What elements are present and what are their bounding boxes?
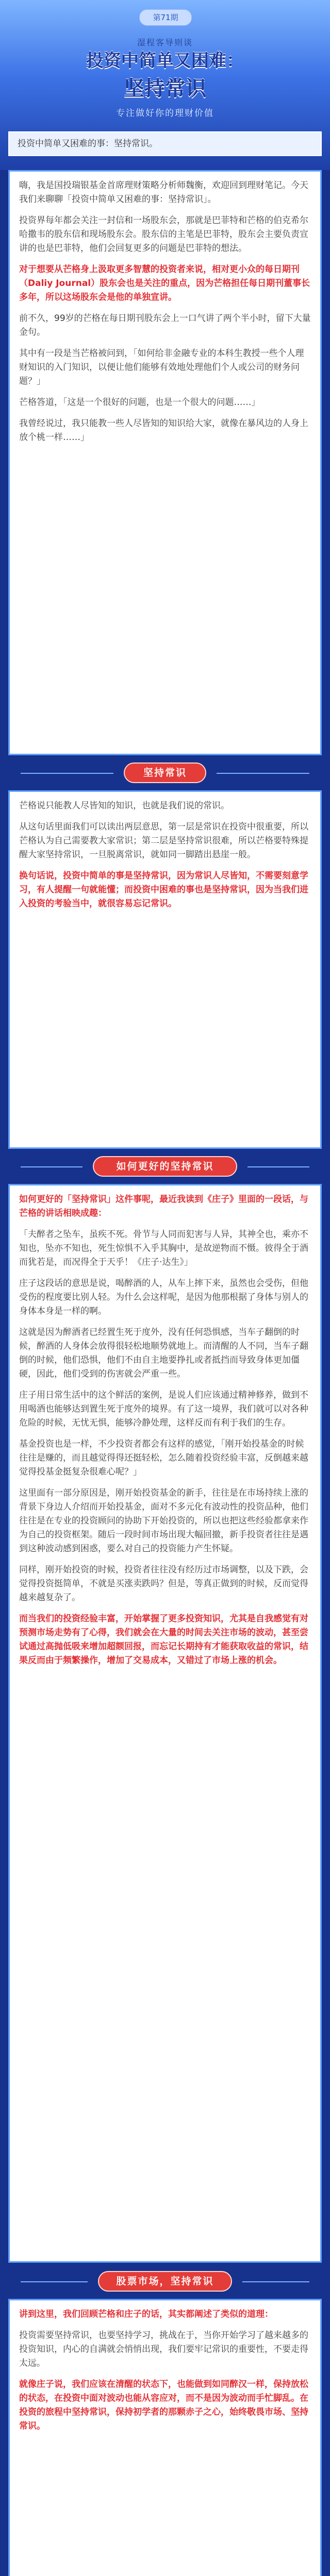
section3-highlight-paragraph: 就像庄子说，我们应该在清醒的状态下，也能做到如同醉汉一样，保持放松的状态，在投资中面对波动也能从容应对，而不是因为波动而手忙脚乱。在投资的旅程中坚持常识，保持初学者的那颗赤子之心，始终敬畏市场、坚持常识。: [19, 2379, 308, 2431]
intro-paragraph: 芒格答道，「这是一个很好的问题，也是一个很大的问题……」: [19, 397, 260, 408]
slogan: 专注做好你的理财价值: [116, 108, 214, 118]
section3-paragraph: 投资需要坚持常识，也要坚持学习，挑战在于，当你开始学习了越来越多的投资知识，内心的自满就会悄悄出现，我们要牢记常识的重要性，不要走得太远。: [19, 2330, 308, 2368]
intro-paragraph: 嗨，我是国投瑞银基金首席理财策略分析师魏衡，欢迎回到理财笔记。今天我们来聊聊「投资中简单又困难的事：坚持常识」。: [19, 180, 308, 205]
section2-paragraph: 这里面有一部分原因是，刚开始投资基金的新手，往往是在市场持续上涨的背景下身边人介绍而开始投基金，面对不多元化有波动性的投资品种，他们往往是在专业的投资顾问的协助下开始投资的，所以也把这些经验都拿来作为自己的投资框架。随后一段时间市场出现大幅回撤，新手投资者往往是遇到这种波动感到困惑，要么对自己的投资能力产生怀疑。: [19, 1488, 308, 1554]
section1-card: [8, 790, 322, 1149]
section1-paragraph: 芒格说只能教人尽皆知的知识，也就是我们说的常识。: [19, 801, 229, 811]
divider-line: [21, 773, 113, 774]
page-title-line1: 投资中简单又困难：: [86, 50, 244, 71]
intro-paragraph: 投资界每年都会关注一封信和一场股东会，那就是巴菲特和芒格的伯克希尔哈撒韦的股东信和现场股东会。股东信的主笔是巴菲特，股东会主要负责宣讲的也是巴菲特，他们会回复更多的问题是巴菲特的想法。: [19, 215, 308, 253]
section2-highlight-paragraph: 如何更好的「坚持常识」这件事呢，最近我读到《庄子》里面的一段话，与芒格的讲话相映成趣：: [19, 1194, 308, 1218]
section2-paragraph: 庄子这段话的意思是说，喝醉酒的人，从车上摔下来，虽然也会受伤，但他受伤的程度要比别人轻。为什么会这样呢，是因为他那根据了身体与别人的身体本身是一样的啊。: [19, 1278, 308, 1316]
intro-paragraph: 其中有一段是当芒格被问到，「如何给非金融专业的本科生教授一些个人理财知识的入门知识，以便让他们能够有效地处理他们个人或公司的财务问题？」: [19, 348, 304, 386]
section-label-common-sense: 坚持常识: [124, 762, 206, 783]
intro-card: [8, 170, 322, 755]
divider-line: [21, 1166, 82, 1167]
intro-paragraph: 我曾经说过，我只能教一些人尽皆知的知识给大家，就像在暴风边的人身上放个桃一样……」: [19, 418, 308, 443]
quote-paragraph: 「夫醉者之坠车，虽疾不死。骨节与人同而犯害与人异，其神全也，乘亦不知也，坠亦不知也，死生惊惧不入乎其胸中，是故逆物而不慑。彼得全于酒而犹若是，而况得全于天乎！《庄子·达生》」: [19, 1229, 308, 1267]
section1-paragraph: 从这句话里面我们可以读出两层意思，第一层是常识在投资中很重要，所以芒格认为自己需要教大家常识；第二层是坚持常识很难，所以芒格要特殊提醒大家坚持常识，一旦脱离常识，就如同一脚踏出悬崖一般。: [19, 822, 308, 860]
section-label-stock-market: 股票市场，坚持常识: [98, 2271, 232, 2292]
section3-card: [8, 2299, 322, 2576]
divider-line: [248, 1166, 309, 1167]
issue-badge: 第71期: [139, 9, 192, 26]
section2-paragraph: 基金投资也是一样，不少投资者都会有这样的感觉，「刚开始投基金的时候往往是赚的，而且越觉得得还挺轻松，怎么随着投资经验丰富，反倒越来越觉得投基金挺复杂很难心呢？」: [19, 1439, 308, 1477]
summary-box: 投资中简单又困难的事：坚持常识。: [8, 131, 322, 156]
section2-paragraph: 这就是因为醉酒者已经置生死于度外，没有任何恐惧感，当车子翻倒的时候，醉酒的人身体会放得很轻松地顺势就地上。而清醒的人不同，当车子翻倒的时候，他们恐惧，他们不由自主地要挣扎或者抵挡而导致身体更加僵硬，因此，他们受到的伤害就会严重一些。: [19, 1327, 308, 1379]
section3-highlight-paragraph: 讲到这里，我们回顾芒格和庄子的话，其实都阐述了类似的道理：: [19, 2309, 273, 2319]
divider-line: [217, 773, 309, 774]
section2-highlight-paragraph: 而当我们的投资经验丰富，开始掌握了更多投资知识，尤其是自我感觉有对预测市场走势有了心得，我们就会在大量的时间去关注市场的波动，甚至尝试通过高抛低吸来增加超额回报，而忘记长期持有才能获取收益的常识，结果反而由于频繁操作，增加了交易成本，又错过了市场上涨的机会。: [19, 1614, 308, 1666]
divider-line: [242, 2281, 309, 2282]
header-banner: [0, 0, 330, 170]
section2-paragraph: 庄子用日常生活中的这个鲜活的案例，是说人们应该通过精神修养，做到不用喝酒也能够达到置生死于度外的境界。有了这一境界，我们就可以对各种危险的时候，无忧无惧，能够冷静处理，这样反而有利于我们的生存。: [19, 1390, 308, 1428]
intro-highlight-paragraph: 对于想要从芒格身上汲取更多智慧的投资者来说，相对更小众的每日期刊（Daliy Journal）股东会也是关注的重点，因为芒格担任每日期刊董事长多年，所以这场股东会是他的单独宣讲。: [19, 264, 310, 302]
page-title-line2: 坚持常识: [124, 77, 206, 100]
section-label-how-to-persist: 如何更好的坚持常识: [93, 1156, 237, 1177]
divider-line: [21, 2281, 88, 2282]
section1-highlight-paragraph: 换句话说，投资中简单的事是坚持常识，因为常识人尽皆知，不需要刻意学习，有人提醒一句就能懂；而投资中困难的事也是坚持常识，因为当我们进入投资的考验当中，就很容易忘记常识。: [19, 871, 308, 909]
intro-paragraph: 前不久，99岁的芒格在每日期刊股东会上一口气讲了两个半小时，留下大量金句。: [19, 313, 311, 337]
section2-card: [8, 1184, 322, 2263]
column-name: 湿程客导则谈: [137, 38, 193, 47]
section2-paragraph: 同样，刚开始投资的时候，投资者往往没有经历过市场调整，以及下跌，会觉得投资挺简单，不就是买涨卖跌吗？但是，等真正做到的时候，反而觉得越来越复杂了。: [19, 1565, 308, 1603]
